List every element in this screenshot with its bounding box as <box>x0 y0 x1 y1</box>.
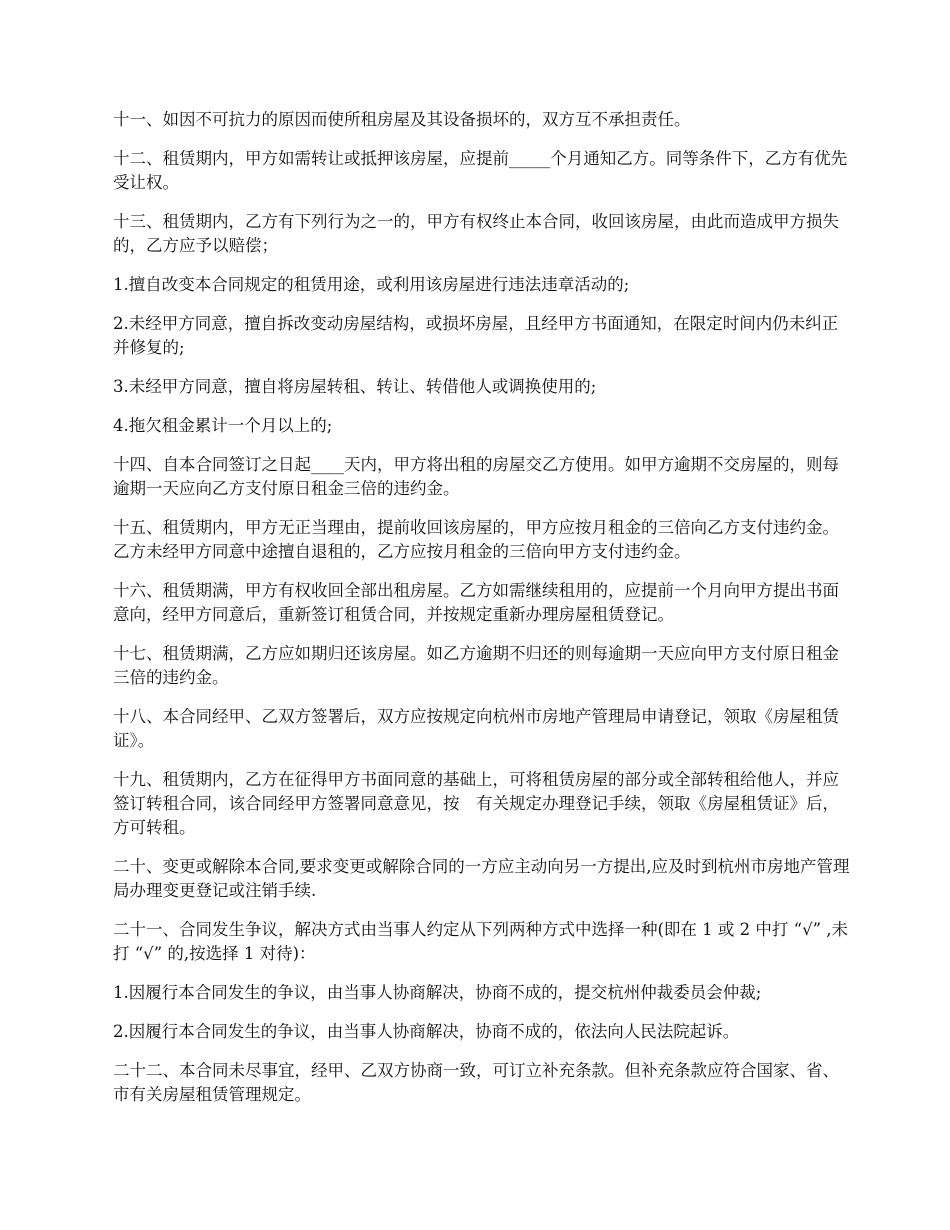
clause-21-option-2: 2.因履行本合同发生的争议，由当事人协商解决，协商不成的，依法向人民法院起诉。 <box>113 1022 740 1041</box>
clause-13-item-1: 1.擅自改变本合同规定的租赁用途，或利用该房屋进行违法违章活动的; <box>113 275 630 294</box>
clause-16: 十六、租赁期满，甲方有权收回全部出租房屋。乙方如需继续租用的，应提前一个月向甲方提出书面意向，经甲方同意后，重新签订租赁合同，并按规定重新办理房屋租赁登记。 <box>113 581 839 624</box>
clause-11: 十一、如因不可抗力的原因而使所租房屋及其设备损坏的，双方互不承担责任。 <box>113 110 691 129</box>
document-body <box>113 108 853 1122</box>
clause-21: 二十一、合同发生争议，解决方式由当事人约定从下列两种方式中选择一种(即在 1 或 2 中打 “√” ,未打 “√” 的,按选择 1 对待)： <box>113 920 849 963</box>
clause-18: 十八、本合同经甲、乙双方签署后，双方应按规定向杭州市房地产管理局申请登记，领取《房屋租赁证》。 <box>113 707 839 750</box>
clause-13-item-2: 2.未经甲方同意，擅自拆改变动房屋结构，或损坏房屋，且经甲方书面通知，在限定时间内仍未纠正并修复的; <box>113 314 839 357</box>
clause-13-item-3: 3.未经甲方同意，擅自将房屋转租、转让、转借他人或调换使用的; <box>113 377 597 396</box>
clause-13-item-4: 4.拖欠租金累计一个月以上的; <box>113 416 333 435</box>
clause-22: 二十二、本合同未尽事宜，经甲、乙双方协商一致，可订立补充条款。但补充条款应符合国家、省、市有关房屋租赁管理规定。 <box>113 1061 839 1104</box>
clause-15: 十五、租赁期内，甲方无正当理由，提前收回该房屋的，甲方应按月租金的三倍向乙方支付违约金。乙方未经甲方同意中途擅自退租的，乙方应按月租金的三倍向甲方支付违约金。 <box>113 518 839 561</box>
clause-13: 十三、租赁期内，乙方有下列行为之一的，甲方有权终止本合同，收回该房屋，由此而造成甲方损失的，乙方应予以赔偿； <box>113 212 839 255</box>
clause-14: 十四、自本合同签订之日起____天内，甲方将出租的房屋交乙方使用。如甲方逾期不交房屋的，则每逾期一天应向乙方支付原日租金三倍的违约金。 <box>113 455 839 498</box>
clause-21-option-1: 1.因履行本合同发生的争议，由当事人协商解决，协商不成的，提交杭州仲裁委员会仲裁; <box>113 983 762 1002</box>
clause-12: 十二、租赁期内，甲方如需转让或抵押该房屋，应提前_____个月通知乙方。同等条件下，乙方有优先受让权。 <box>113 149 848 192</box>
clause-19: 十九、租赁期内，乙方在征得甲方书面同意的基础上，可将租赁房屋的部分或全部转租给他人，并应签订转租合同，该合同经甲方签署同意意见，按 有关规定办理登记手续，领取《房屋租赁证》后，方可转租。 <box>113 770 839 837</box>
clause-20: 二十、变更或解除本合同,要求变更或解除合同的一方应主动向另一方提出,应及时到杭州市房地产管理局办理变更登记或注销手续. <box>113 857 850 900</box>
clause-17: 十七、租赁期满，乙方应如期归还该房屋。如乙方逾期不归还的则每逾期一天应向甲方支付原日租金三倍的违约金。 <box>113 644 839 687</box>
